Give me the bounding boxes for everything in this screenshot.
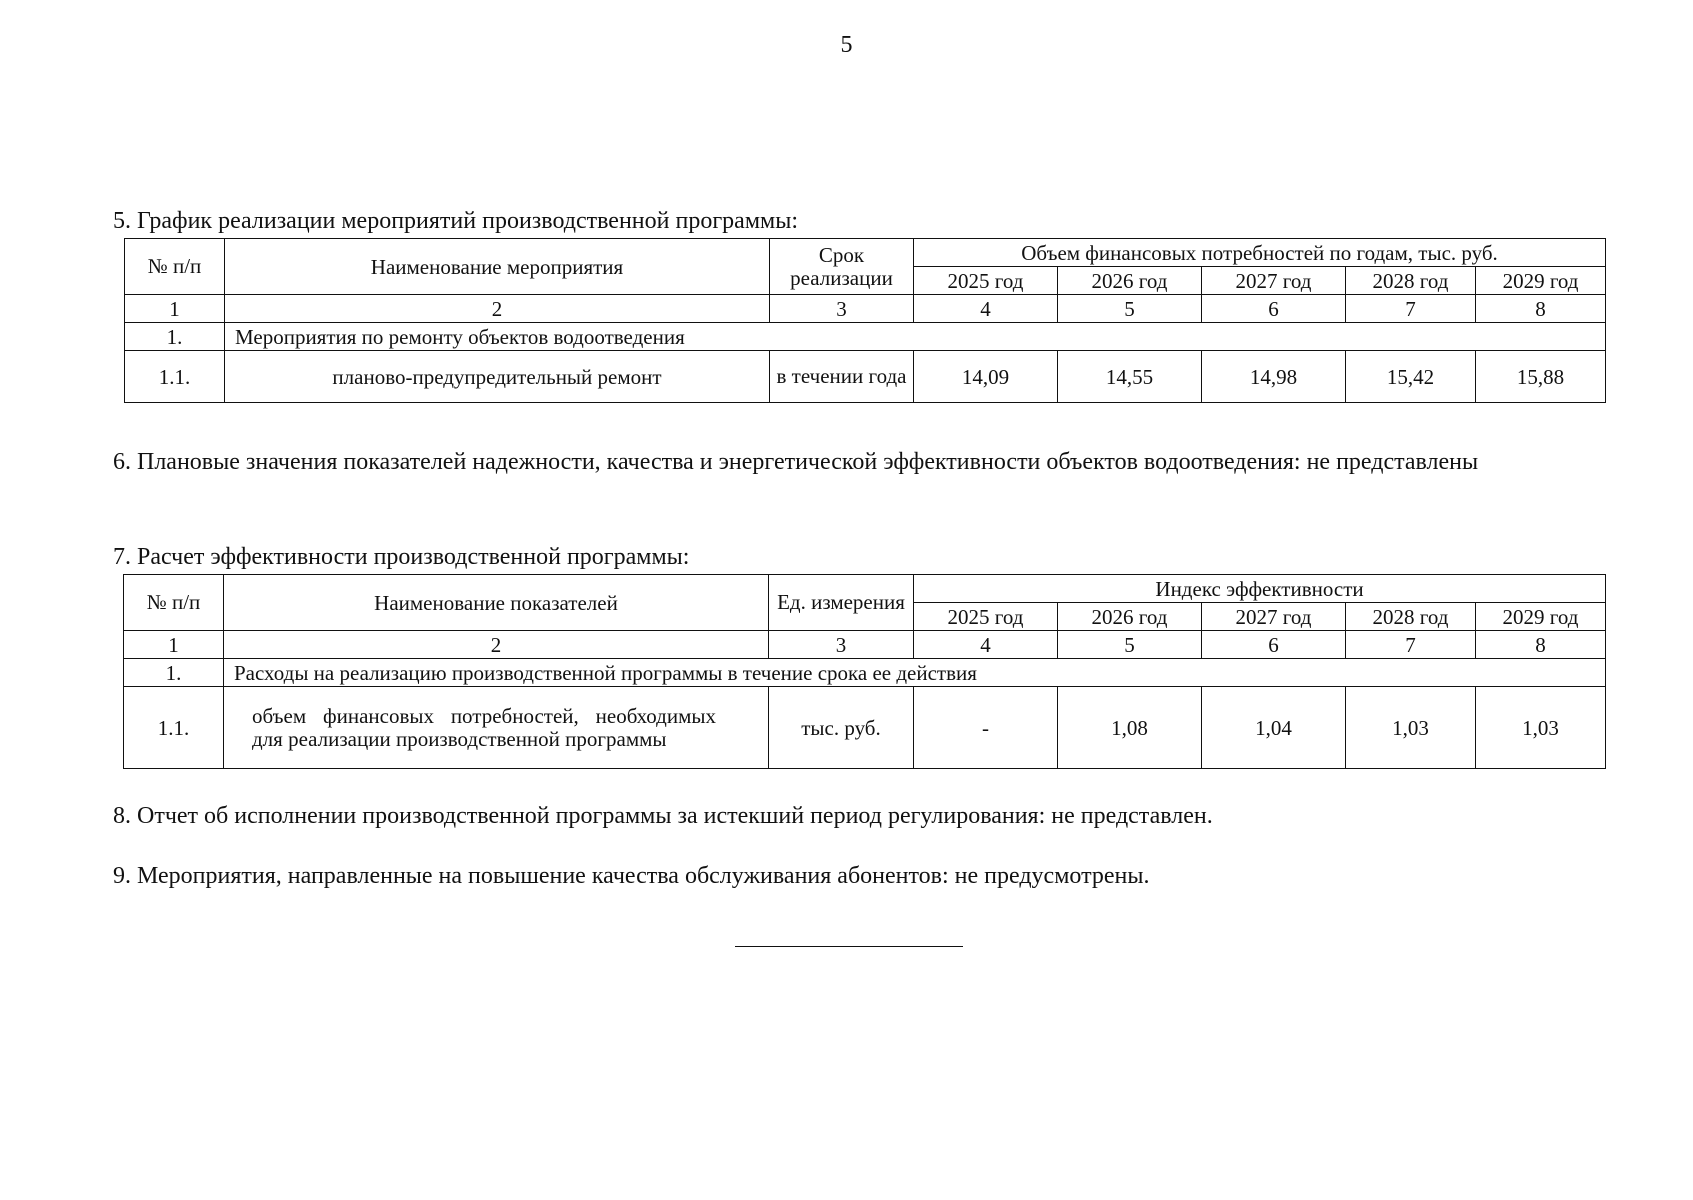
- column-number: 4: [914, 631, 1058, 659]
- row-activity-name: планово-предупредительный ремонт: [225, 351, 770, 403]
- table-row: [124, 687, 1606, 769]
- column-number: 4: [914, 295, 1058, 323]
- page-number: 5: [840, 32, 853, 58]
- column-number: 5: [1058, 631, 1202, 659]
- row-value: 15,88: [1476, 351, 1606, 403]
- header-num: № п/п: [124, 575, 224, 631]
- header-year: 2025 год: [914, 603, 1058, 631]
- column-number: 8: [1476, 631, 1606, 659]
- row-value: 14,09: [914, 351, 1058, 403]
- row-value: 1,04: [1202, 687, 1346, 769]
- header-efficiency-group: Индекс эффективности: [914, 575, 1606, 603]
- section-8-text: 8. Отчет об исполнении производственной программы за истекший период регулирования: не представлен.: [113, 803, 1213, 829]
- header-year: 2028 год: [1346, 603, 1476, 631]
- row-indicator-name: объем финансовых потребностей, необходимых для реализации производственной программы: [224, 687, 769, 769]
- header-financing-group: Объем финансовых потребностей по годам, тыс. руб.: [914, 239, 1606, 267]
- production-schedule-table: [124, 238, 1606, 403]
- column-number: 2: [224, 631, 769, 659]
- column-number: 8: [1476, 295, 1606, 323]
- header-indicator-name: Наименование показателей: [224, 575, 769, 631]
- column-number: 6: [1202, 295, 1346, 323]
- header-year: 2029 год: [1476, 603, 1606, 631]
- table-group-row: [125, 323, 1606, 351]
- header-year: 2027 год: [1202, 267, 1346, 295]
- column-number: 7: [1346, 631, 1476, 659]
- row-value: 1,08: [1058, 687, 1202, 769]
- row-value: 1,03: [1346, 687, 1476, 769]
- table-row: [125, 351, 1606, 403]
- header-unit: Ед. измерения: [769, 575, 914, 631]
- row-value: -: [914, 687, 1058, 769]
- header-year: 2026 год: [1058, 603, 1202, 631]
- header-year: 2029 год: [1476, 267, 1606, 295]
- row-value: 14,55: [1058, 351, 1202, 403]
- section-5-title: 5. График реализации мероприятий производственной программы:: [113, 208, 798, 234]
- section-9-text: 9. Мероприятия, направленные на повышение качества обслуживания абонентов: не предусмотрены.: [113, 863, 1150, 889]
- section-6-text: 6. Плановые значения показателей надежности, качества и энергетической эффективности объектов водоотведения: не представлены: [113, 449, 1479, 475]
- row-num: 1.1.: [125, 351, 225, 403]
- row-unit: тыс. руб.: [769, 687, 914, 769]
- header-year: 2026 год: [1058, 267, 1202, 295]
- section-7-title: 7. Расчет эффективности производственной программы:: [113, 544, 690, 570]
- column-number: 1: [125, 295, 225, 323]
- table-header-row: [125, 239, 1606, 267]
- column-number: 5: [1058, 295, 1202, 323]
- column-number: 6: [1202, 631, 1346, 659]
- column-number-row: [125, 295, 1606, 323]
- header-term: Срок реализации: [770, 239, 914, 295]
- column-number-row: [124, 631, 1606, 659]
- efficiency-table: [123, 574, 1606, 769]
- column-number: 7: [1346, 295, 1476, 323]
- column-number: 3: [769, 631, 914, 659]
- row-value: 15,42: [1346, 351, 1476, 403]
- row-value: 1,03: [1476, 687, 1606, 769]
- header-activity-name: Наименование мероприятия: [225, 239, 770, 295]
- row-term: в течении года: [770, 351, 914, 403]
- row-value: 14,98: [1202, 351, 1346, 403]
- header-year: 2025 год: [914, 267, 1058, 295]
- column-number: 2: [225, 295, 770, 323]
- row-num: 1.1.: [124, 687, 224, 769]
- group-num: 1.: [124, 659, 224, 687]
- column-number: 3: [770, 295, 914, 323]
- group-label: Мероприятия по ремонту объектов водоотведения: [225, 323, 1606, 351]
- column-number: 1: [124, 631, 224, 659]
- group-label: Расходы на реализацию производственной программы в течение срока ее действия: [224, 659, 1606, 687]
- header-num: № п/п: [125, 239, 225, 295]
- table-group-row: [124, 659, 1606, 687]
- table-header-row: [124, 575, 1606, 603]
- group-num: 1.: [125, 323, 225, 351]
- header-year: 2028 год: [1346, 267, 1476, 295]
- closing-line: [735, 946, 963, 947]
- header-year: 2027 год: [1202, 603, 1346, 631]
